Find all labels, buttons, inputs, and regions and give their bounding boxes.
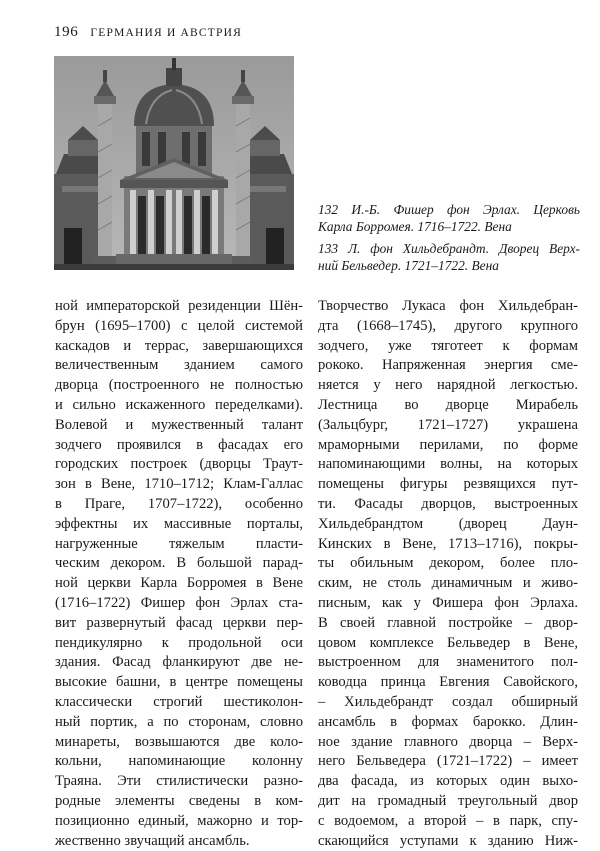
running-header: [54, 24, 242, 41]
text-line: выстроенном для знаменитого пол-: [318, 654, 578, 671]
text-line: кольни, напоминающие колонну: [55, 753, 303, 770]
text-line: зодчего проявился в фасадах его: [55, 436, 303, 453]
text-line: дта (1668–1745), другого крупного: [318, 317, 578, 334]
text-line: брун (1695–1700) с целой системой: [55, 317, 303, 334]
text-line: (Зальцбург, 1721–1727) украшена: [318, 416, 578, 433]
text-line: скающийся уступами к зданию Ниж-: [318, 832, 578, 849]
text-line: городских построек (дворцы Траут-: [55, 456, 303, 473]
text-line: В своей главной постройке – двор-: [318, 614, 578, 631]
text-line: цовом комплексе Бельведер в Вене,: [318, 634, 578, 651]
text-line: ной императорской резиденции Шён-: [55, 298, 303, 314]
text-line: рококо. Напряженная энергия сме-: [318, 357, 578, 374]
text-line: ный портик, а по сторонам, словно: [55, 713, 303, 730]
text-line: эффектны их массивные порталы,: [55, 515, 303, 532]
text-line: зодчего, уже тяготеет к формам: [318, 337, 578, 354]
text-line: Хильдебрандтом (дворец Даун-: [318, 515, 578, 532]
text-line: Волевой и мужественный талант: [55, 416, 303, 433]
page-number: 196: [54, 24, 79, 40]
text-line: два фасада, из которых один выхо-: [318, 773, 578, 790]
text-line: и сильно искаженного переделками).: [55, 396, 303, 413]
text-line: писным, как у Фишера фон Эрлаха.: [318, 594, 578, 611]
text-line: ческим декором. В большой парад-: [55, 555, 303, 572]
text-line: каскадов и террас, завершающихся: [55, 337, 303, 354]
caption-line: ний Бельведер. 1721–1722. Вена: [318, 258, 499, 273]
text-line: мраморными перилами, по форме: [318, 436, 578, 453]
text-line: ной церкви Карла Борромея в Вене: [55, 575, 303, 592]
church-photo: [54, 56, 294, 270]
text-line: ти. Фасады дворцов, выстроенных: [318, 495, 578, 512]
text-line: минареты, возвышаются две коло-: [55, 733, 303, 750]
left-text-column: [55, 297, 303, 851]
text-line: здания. Фасад фланкируют две не-: [55, 654, 303, 671]
text-line: няется у него нарядной легкостью.: [318, 377, 578, 394]
right-text-column: [318, 297, 578, 851]
text-line: пендикулярно к продольной оси: [55, 634, 303, 651]
caption-line: 133 Л. фон Хильдебрандт. Дворец Верх-: [318, 241, 580, 256]
text-line: Траяна. Эти стилистически разно-: [55, 773, 303, 790]
text-line: Лестница во дворце Мирабель: [318, 396, 578, 413]
text-line: (1716–1722) Фишер фон Эрлах ста-: [55, 594, 303, 611]
text-line: дит на громадный треугольный двор: [318, 792, 578, 809]
text-line: позиционно единый, мажорно и тор-: [55, 812, 303, 829]
text-line: высокие башни, в центре помещены: [55, 674, 303, 691]
text-line: напоминающими волны, на которых: [318, 456, 578, 473]
text-line: вит развернутый фасад церкви пер-: [55, 614, 303, 631]
text-line: Кинских в Вене, 1713–1716), покры-: [318, 535, 578, 552]
figure-caption-133: [318, 240, 580, 274]
text-line: – Хильдебрандт создал обширный: [318, 693, 578, 710]
text-line: ководца принца Евгения Савойского,: [318, 674, 578, 691]
text-line: ное здание главного дворца – Верх-: [318, 733, 578, 750]
text-line: ты обильным декором, более пло-: [318, 555, 578, 572]
figure-caption-132: [318, 201, 580, 235]
text-line: нагруженные тяжелым пласти-: [55, 535, 303, 552]
text-line: ским, не столь динамичным и живо-: [318, 575, 578, 592]
text-line: него Бельведера (1721–1722) – имеет: [318, 753, 578, 770]
text-line: в Праге, 1707–1722), особенно: [55, 495, 303, 512]
text-line: дворца (построенного не полностью: [55, 377, 303, 394]
text-line: с водоемом, а второй – в парк, спу-: [318, 812, 578, 829]
section-title: ГЕРМАНИЯ И АВСТРИЯ: [90, 27, 242, 39]
caption-line: Карла Борромея. 1716–1722. Вена: [318, 219, 512, 234]
text-line: родные элементы сведены в ком-: [55, 792, 303, 809]
text-line: ансамбль в формах барокко. Длин-: [318, 713, 578, 730]
text-line: зон в Вене, 1710–1712; Клам-Галлас: [55, 476, 303, 493]
text-line: жественно звучащий ансамбль.: [55, 832, 250, 849]
text-line: помещены фигуры резвящихся пут-: [318, 476, 578, 493]
text-line: классически строгий шестиколон-: [55, 693, 303, 710]
text-line: Творчество Лукаса фон Хильдебран-: [318, 298, 578, 314]
text-line: величественным зданием самого: [55, 357, 303, 374]
caption-line: 132 И.-Б. Фишер фон Эрлах. Церковь: [318, 202, 580, 217]
